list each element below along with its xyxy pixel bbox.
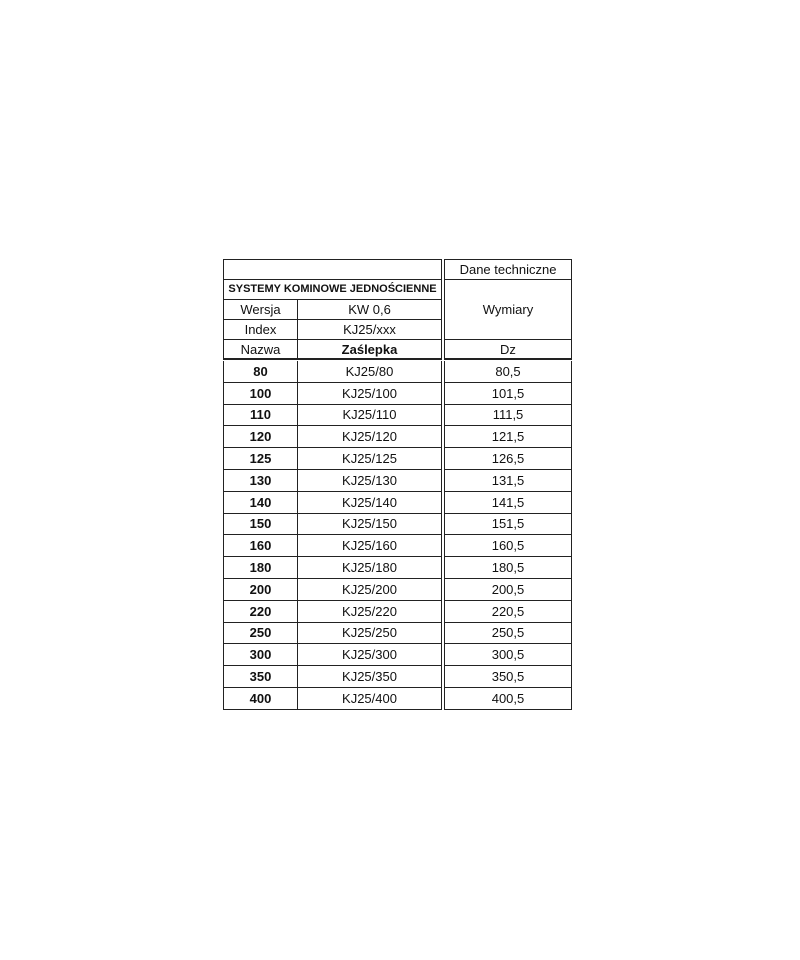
dz-cell: 151,5 xyxy=(444,514,572,536)
technical-data-table xyxy=(223,259,572,705)
code-cell: KJ25/150 xyxy=(298,514,442,536)
dz-cell: 220,5 xyxy=(444,601,572,623)
dz-cell: 101,5 xyxy=(444,383,572,405)
code-cell: KJ25/400 xyxy=(298,688,442,710)
size-cell: 110 xyxy=(223,405,298,427)
name-value: Zaślepka xyxy=(298,340,442,360)
size-cell: 150 xyxy=(223,514,298,536)
code-cell: KJ25/350 xyxy=(298,666,442,688)
code-cell: KJ25/125 xyxy=(298,448,442,470)
size-cell: 130 xyxy=(223,470,298,492)
size-cell: 300 xyxy=(223,644,298,666)
code-cell: KJ25/80 xyxy=(298,361,442,383)
dz-cell: 111,5 xyxy=(444,405,572,427)
dz-heading: Dz xyxy=(444,340,572,360)
system-title: SYSTEMY KOMINOWE JEDNOŚCIENNE xyxy=(223,280,442,300)
code-cell: KJ25/250 xyxy=(298,623,442,645)
name-label: Nazwa xyxy=(223,340,298,360)
index-value: KJ25/xxx xyxy=(298,320,442,340)
empty-header-cell xyxy=(223,259,442,280)
dz-cell: 180,5 xyxy=(444,557,572,579)
size-cell: 220 xyxy=(223,601,298,623)
dz-cell: 250,5 xyxy=(444,623,572,645)
size-cell: 350 xyxy=(223,666,298,688)
code-cell: KJ25/180 xyxy=(298,557,442,579)
code-cell: KJ25/120 xyxy=(298,426,442,448)
dz-cell: 141,5 xyxy=(444,492,572,514)
version-value: KW 0,6 xyxy=(298,300,442,320)
code-cell: KJ25/130 xyxy=(298,470,442,492)
size-cell: 250 xyxy=(223,623,298,645)
code-cell: KJ25/160 xyxy=(298,535,442,557)
code-cell: KJ25/100 xyxy=(298,383,442,405)
code-cell: KJ25/300 xyxy=(298,644,442,666)
size-cell: 100 xyxy=(223,383,298,405)
dz-cell: 131,5 xyxy=(444,470,572,492)
dz-cell: 121,5 xyxy=(444,426,572,448)
code-cell: KJ25/140 xyxy=(298,492,442,514)
size-cell: 400 xyxy=(223,688,298,710)
index-label: Index xyxy=(223,320,298,340)
dz-cell: 80,5 xyxy=(444,361,572,383)
version-label: Wersja xyxy=(223,300,298,320)
technical-data-heading: Dane techniczne xyxy=(444,259,572,280)
dimensions-heading: Wymiary xyxy=(444,280,572,340)
size-cell: 120 xyxy=(223,426,298,448)
size-cell: 160 xyxy=(223,535,298,557)
dz-cell: 200,5 xyxy=(444,579,572,601)
size-cell: 200 xyxy=(223,579,298,601)
size-cell: 125 xyxy=(223,448,298,470)
dz-cell: 300,5 xyxy=(444,644,572,666)
dz-cell: 400,5 xyxy=(444,688,572,710)
dz-cell: 126,5 xyxy=(444,448,572,470)
size-cell: 180 xyxy=(223,557,298,579)
size-cell: 140 xyxy=(223,492,298,514)
code-cell: KJ25/220 xyxy=(298,601,442,623)
code-cell: KJ25/110 xyxy=(298,405,442,427)
code-cell: KJ25/200 xyxy=(298,579,442,601)
dz-cell: 160,5 xyxy=(444,535,572,557)
size-cell: 80 xyxy=(223,361,298,383)
dz-cell: 350,5 xyxy=(444,666,572,688)
